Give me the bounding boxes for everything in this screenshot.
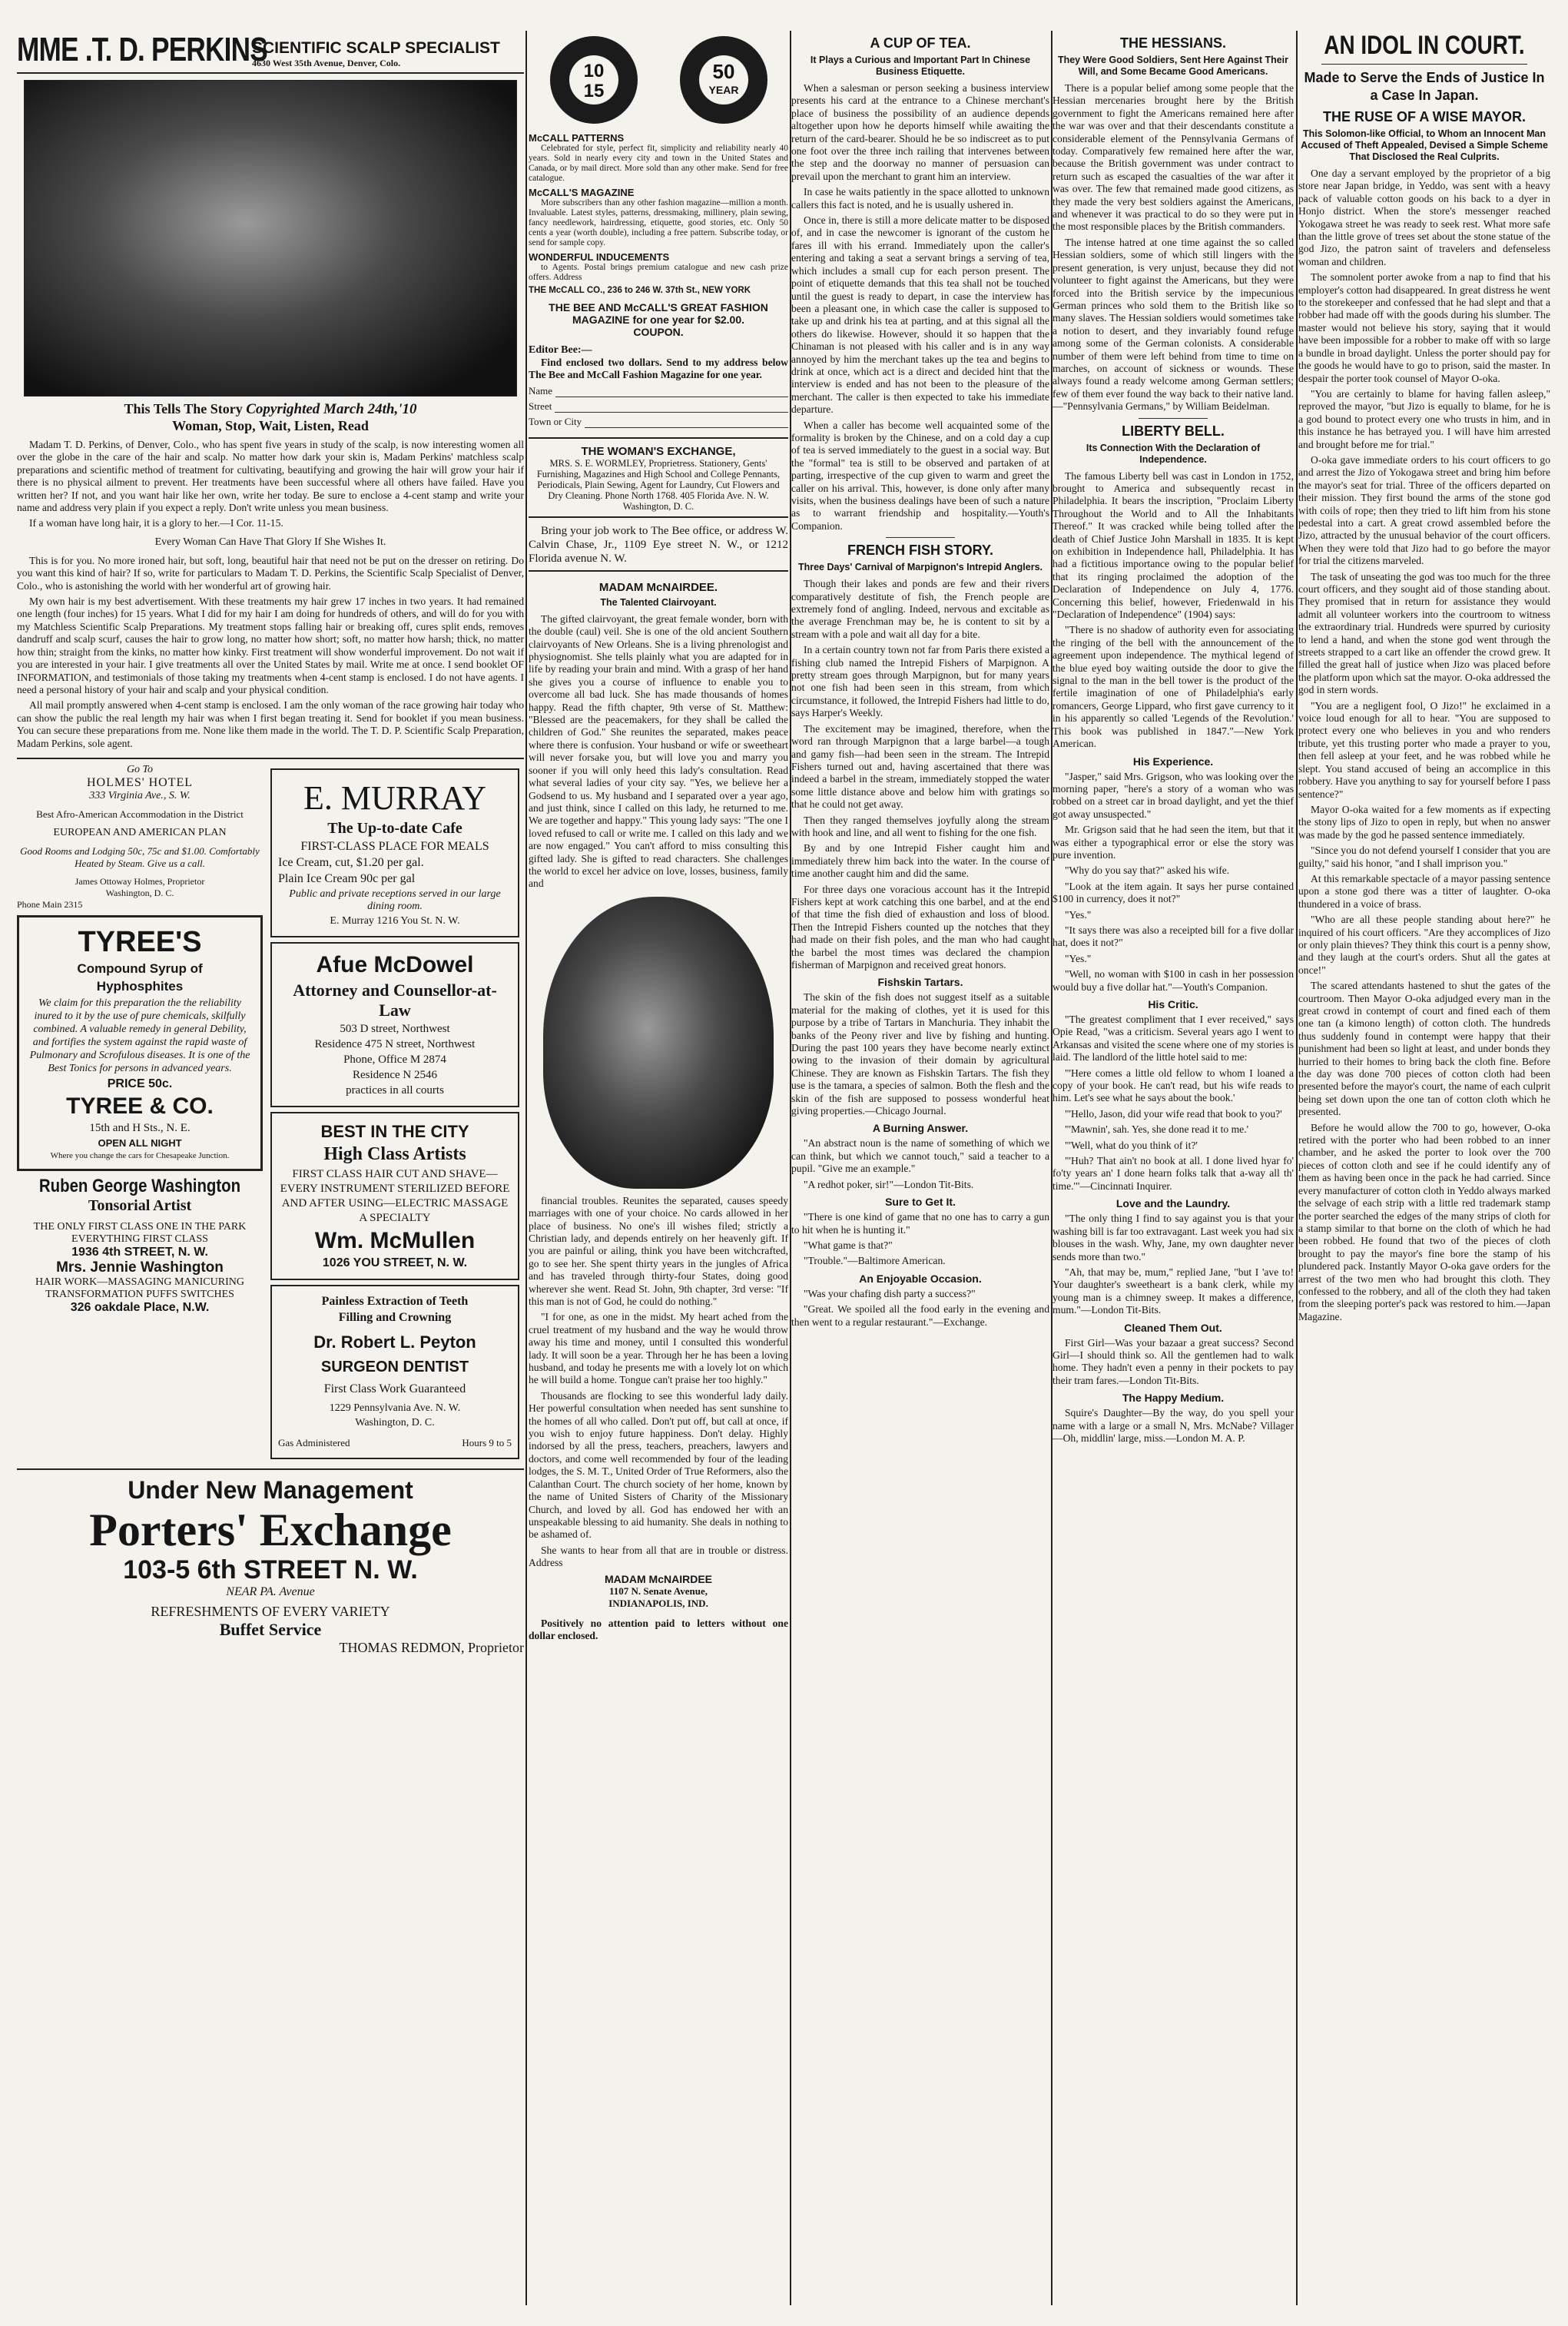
sure-paragraph: "Trouble."—Baltimore American. — [804, 1255, 946, 1267]
liberty-paragraph: The famous Liberty bell was cast in London in 1752, brought to America and subsequently recast in Philadelphia. It bears the inscription, "Proclaim Liberty Throughout the World and to All the Inhabitants Thereof." It was cracked while being tolled after the death of Chief Justice John Marshall in 1835. It is kept on exhibition in Independence hall, Philadelphia. It has had a fictitious importance owing to the popular belief that its ringing proclaimed the adoption of the Declaration of Independence on July 4, 1776. Concerning this belief, however, Friedenwald in his "Declaration of Independence" (1904) says: — [1053, 470, 1294, 621]
critic-title: His Critic. — [1148, 998, 1198, 1010]
peyton-gas: Gas Administered — [278, 1436, 350, 1448]
mcdowel-line: 503 D street, Northwest — [340, 1022, 450, 1035]
mcmullen-address: 1026 YOU STREET, N. W. — [322, 1256, 468, 1269]
mcmullen-ad — [270, 1112, 519, 1280]
mcmullen-best: BEST IN THE CITY — [320, 1121, 469, 1141]
peyton-hours: Hours 9 to 5 — [462, 1436, 512, 1448]
peyton-line: Filling and Crowning — [338, 1310, 452, 1324]
perkins-ad — [17, 31, 524, 750]
mcdowel-line: Residence 475 N street, Northwest — [314, 1037, 476, 1050]
tyree-body: We claim for this preparation the the reliability inured to it by the use of pure chemicals, skilfully combined. A valuable remedy in general Debility, and fortifies the system against the rapid waste of Pulmonary and Scrofulous diseases. It is one of the Best Tonics for persons in advanced years. — [29, 997, 250, 1074]
mccall-patterns-badge-icon — [548, 34, 640, 126]
svg-text:50: 50 — [712, 60, 734, 83]
idol-paragraph: The somnolent porter awoke from a nap to find that his employer's cotton had disappeared. In great distress he went to the storekeeper and confessed that he had slept and that a robber had made off with the goods during his slumber. The master would not believe his story, saying that it would have been impossible for a robber to make off with so large a bundle in broad daylight. Unless the porter should pay for the goods he would have to go to prison, said the master. In despair the porter took counsel of Mayor O-oka. — [1298, 271, 1550, 384]
burning-paragraph: "An abstract noun is the name of something of which we can think, but which we cannot touch," said a teacher to a pupil. "Give me an example." — [791, 1137, 1049, 1175]
critic-paragraph: "'Here comes a little old fellow to whom I loaned a copy of your book. He can't read, but his wife reads to him. Let's see what he says about the book.' — [1053, 1067, 1294, 1104]
ruben-mrs: Mrs. Jennie Washington — [56, 1259, 224, 1276]
fish-paragraph: Though their lakes and ponds are few and their rivers comparatively destitute of fish, the French people are extremely fond of angling. Indeed, nervous and excitable as the average Frenchman may be, he is content to sit by a stream with a pole and wait all day for a bite. — [791, 578, 1049, 640]
idol-paragraph: At this remarkable spectacle of a mayor passing sentence upon a stone god there was a titter of laughter. O-oka thundered in a voice of brass. — [1298, 872, 1550, 910]
enjoyable-title: An Enjoyable Occasion. — [859, 1272, 982, 1285]
column-rule — [525, 31, 527, 2305]
mccall-address: THE McCALL CO., 236 to 246 W. 37th St., NEW YORK — [529, 286, 751, 295]
mccall-patterns-heading: McCALL PATTERNS — [529, 132, 625, 144]
murray-name: E. MURRAY — [303, 778, 486, 817]
perkins-address: 4630 West 35th Avenue, Denver, Colo. — [252, 58, 401, 68]
peyton-line: Painless Extraction of Teeth — [321, 1294, 469, 1308]
peyton-title: SURGEON DENTIST — [320, 1358, 469, 1375]
perkins-paragraph: Madam T. D. Perkins, of Denver, Colo., who has spent five years in study of the scalp, is now interesting women all over the globe in the care of the hair and scalp. No matter how dark your skin is, Madam Perkins' matchless scalp preparations and scientific method of treatment for cultivating, beautifying and growing the hair will grow your hair if there is no physical ailment to prevent. Her treatments have been successful where all others have failed. Have you written her? If not, and you want hair like her own, write her today. Be sure to enclose a 4-cent stamp and write your name and address very plain if you expect a reply. Don't write unless you mean business. — [17, 439, 524, 514]
porters-near: NEAR PA. Avenue — [226, 1584, 315, 1598]
tyree-price: PRICE 50c. — [107, 1077, 173, 1090]
coupon-text: Find enclosed two dollars. Send to my address below The Bee and McCall Fashion Magazine for one year. — [529, 357, 788, 381]
mcnairdee-paragraph: She wants to hear from all that are in trouble or distress. Address — [529, 1544, 788, 1569]
idol-paragraph: Mayor O-oka waited for a few moments as if expecting the stony lips of Jizo to open in reply, but when no answer was made by the god he passed sentence immediately. — [1298, 803, 1550, 841]
experience-paragraph: "Look at the item again. It says her purse contained $100 in currency, does it not?" — [1053, 880, 1294, 905]
mcnairdee-paragraph: financial troubles. Reunites the separated, causes speedy marriages with one of your choice. No cards allowed in her place of business. No one's ill wishes filed; strictly a Christian lady, and depends entirely on her heavenly gift. If you are painful or ailing, think you have been witchcrafted, go to see her. She spent thirty years in the jungles of Africa and has traveled through thirty-four States, doing good wherever she went. Read St. John, 9th chapter, 3rd verse: "If this man is not of God, he could do nothing." — [529, 1194, 788, 1307]
mcnairdee-paragraph: The gifted clairvoyant, the great female wonder, born with the double (caul) veil. She is one of the old ancient Southern clairvoyants of New Orleans. She is a living phrenologist and physiognomist. She tells plainly what you are adapted for in life by reading your brain and mind. With a grasp of her hand she gives you a course of influence to enable you to overcome all bad luck. She has made thousands of homes happy. Read the fifth chapter, 9th verse of St. Matthew: "Blessed are the peacemakers, for they shall be called the children of God." She reunites the separated, makes peace where there is confusion. Your husband or wife or sweetheart will never forsake you, but will love you and marry you sooner if you will only heed this lady's consultation. Read what several ladies of your city say. "Yes, we believe her a Godsend to us. My husband and I separated over a year ago, and just think, since I called on this lady, he returned to me. We are together and happy." This young lady says: "The one I loved refused to call or write me. I called on this lady and we are now engaged." You can't afford to miss consulting this gifted lady. She is gifted to read characters. She challenges the world to excel her advice on love, losses, business, family and — [529, 612, 788, 890]
tyree-company: TYREE & CO. — [66, 1093, 214, 1119]
womans-exchange-ad — [529, 437, 788, 512]
mcnairdee-city: INDIANAPOLIS, IND. — [608, 1597, 708, 1609]
tea-sub: It Plays a Curious and Important Part In Chinese Business Etiquette. — [810, 55, 1031, 77]
coupon-town-field[interactable]: Town or City — [529, 416, 788, 428]
idol-sub-2: This Solomon-like Official, to Whom an Innocent Man Accused of Theft Appealed, Devised a Simple Scheme That Disclosed the Real Culprits. — [1301, 128, 1548, 162]
critic-paragraph: "'Mawnin', sah. Yes, she done read it to me.' — [1065, 1123, 1249, 1136]
tyree-ad — [17, 915, 263, 1171]
laundry-paragraph: "Ah, that may be, mum," replied Jane, "but I 'ave to! Your daughter's sweetheart is a bank clerk, while my young man is a chimney sweep. It makes a difference, mum."—London Tit-Bits. — [1053, 1266, 1294, 1316]
experience-paragraph: "Yes." — [1065, 908, 1092, 921]
hessians-title: THE HESSIANS. — [1119, 35, 1227, 51]
mcnairdee-sub: The Talented Clairvoyant. — [600, 596, 717, 608]
perkins-title: MME .T. D. PERKINS — [17, 31, 267, 68]
critic-paragraph: "'Huh? That ain't no book at all. I done lived hyar fo' fo'ty years an' I done hearn folks talk that a-way all th' time.'"—Cincinnati Inquirer. — [1053, 1155, 1294, 1192]
porters-refreshments: REFRESHMENTS OF EVERY VARIETY — [151, 1603, 390, 1619]
peyton-ad — [270, 1285, 519, 1459]
enjoyable-paragraph: "Great. We spoiled all the food early in the evening and then went to a regular restaurant."—Exchange. — [791, 1303, 1049, 1328]
fish-paragraph: The excitement may be imagined, therefore, when the word ran through Marpignon that a large barbel—a tough and gamy fish—had been seen in the stream. The Intrepid Fishers turned out and, having ascertained that there was indeed a barbel in the stream, immediately stopped the water some little distance above and below him with gratings so that he could not get away. — [791, 722, 1049, 811]
murray-ice-cream: Ice Cream, cut, $1.20 per gal. — [278, 855, 424, 869]
murray-sub: The Up-to-date Cafe — [327, 819, 462, 837]
cleaned-title: Cleaned Them Out. — [1124, 1321, 1222, 1334]
fish-sub: Three Days' Carnival of Marpignon's Intrepid Anglers. — [797, 562, 1043, 573]
column-3 — [791, 31, 1049, 2305]
mccall-ad — [529, 34, 788, 428]
perkins-quote: If a woman have long hair, it is a glory to her.—I Cor. 11-15. — [29, 517, 283, 529]
holmes-hotel-ad — [17, 764, 263, 911]
fish-paragraph: In a certain country town not far from Paris there existed a fishing club named the Intrepid Fishers of Marpignon. A pretty stream goes through Marpignon, but for many years not one fish had been seen in this stream, from which circumstance, it followed, the Intrepid Fishers had little to do, says Harper's Weekly. — [791, 644, 1049, 719]
idol-title: AN IDOL IN COURT. — [1324, 31, 1525, 60]
idol-paragraph: "You are certainly to blame for having fallen asleep," reproved the mayor, "but Jizo is equally to blame, for he is a god bound to protect every one who trusts in him, and in this instance he has betrayed you. I will have him arrested and brought before me for trial." — [1298, 387, 1550, 450]
ruben-line: THE ONLY FIRST CLASS ONE IN THE PARK — [33, 1220, 247, 1233]
mcdowel-line: Phone, Office M 2874 — [343, 1053, 446, 1066]
critic-paragraph: "The greatest compliment that I ever received," says Opie Read, "was a criticism. Several years ago I went to Arkansas and visited the scene where one of my stories is laid. The landlord of the little hotel said to me: — [1053, 1014, 1294, 1063]
experience-paragraph: "Jasper," said Mrs. Grigson, who was looking over the morning paper, "here's a story of a woman who was robbed on a street car in broad daylight, and yet the thief got away unsuspected." — [1053, 770, 1294, 820]
mcdowel-name: Afue McDowel — [316, 951, 474, 977]
ruben-ad — [17, 1176, 263, 1315]
tartars-title: Fishskin Tartars. — [877, 976, 963, 989]
experience-paragraph: "It says there was also a receipted bill for a five dollar hat, does it not?" — [1053, 924, 1294, 949]
mcmullen-body: FIRST CLASS HAIR CUT AND SHAVE—EVERY INSTRUMENT STERILIZED BEFORE AND AFTER USING—ELECTRIC MASSAGE A SPECIALTY — [280, 1167, 510, 1224]
holmes-city: Washington, D. C. — [105, 887, 174, 898]
peyton-name: Dr. Robert L. Peyton — [313, 1332, 476, 1352]
critic-paragraph: "'Hello, Jason, did your wife read that book to you?' — [1065, 1107, 1282, 1120]
murray-ad — [270, 768, 519, 937]
column-2 — [529, 31, 788, 2305]
liberty-title: LIBERTY BELL. — [1122, 423, 1225, 439]
idol-paragraph: One day a servant employed by the proprietor of a big store near Japan bridge, in Yeddo, was sent with a heavy pack of valuable cotton goods on his back to a dyer in Honjo district. When the store's messenger reached Yokogawa street he was ready to seek rest. What more safe than the little grove of trees set about the stone statue of the god Jizo, the patron saint of travelers and defenseless woman and children. — [1298, 168, 1550, 267]
murray-address: E. Murray 1216 You St. N. W. — [330, 914, 460, 927]
holmes-rooms: Good Rooms and Lodging 50c, 75c and $1.00. Comfortably Heated by Steam. Give us a call. — [20, 844, 260, 869]
tea-paragraph: Once in, there is still a more delicate matter to be disposed of, and in case the newcomer is ignorant of the custom he fares ill with his errand. Immediately upon the caller's entering and taking a seat a servant brings a serving of tea, which includes a small cup for each person present. The point of etiquette demands that this tea shall not be touched until the guest is ready to depart, in case the interview has been a pleasant one, in which case the caller is supposed to take up and drink his tea at parting, and at this signal all the others do likewise. However, should it so happen that the Chinaman is not pleased with his caller and is in any way annoyed by him the merchant takes up the tea and begins to drink at once, which act is a direct and decided hint that the interview is ended and has not been to the pleasure of the merchant. The caller is then expected to take his immediate departure. — [791, 214, 1049, 416]
ruben-address: 1936 4th STREET, N. W. — [71, 1245, 208, 1259]
perkins-paragraph: This is for you. No more ironed hair, but soft, long, beautiful hair that need not be put on the dresser on retiring. Do you want this kind of hair? If so, write for particulars to Madam T. D. Perkins, the Scientific Scalp Specialist of Denver, Colo., who is astonishing the world with her wonderful art of growing hair. — [17, 554, 524, 592]
mcdowel-line: practices in all courts — [346, 1083, 444, 1097]
porters-exchange-ad — [17, 1468, 524, 1656]
idol-paragraph: The scared attendants hastened to shut the gates of the courtroom. Then Mayor O-oka adjudged every man in the great crowd in contempt of court and fined each of them one tan (a kimono length) of cotton cloth. The hundreds thus suddenly found in contempt were happy that their punishment had been so light at least, and under bonds they hurried to their homes to bring back the cloth fine. Before the day was done 700 pieces of cotton cloth had been presented before the mayor's court, the name of each culprit being set down upon the one tan of cotton cloth which he presented. — [1298, 980, 1550, 1118]
perkins-portrait-image — [24, 80, 517, 397]
tartars-paragraph: The skin of the fish does not suggest itself as a suitable material for the making of clothes, yet it is used for this purpose by a tribe of Tartars in Manchuria. They inhabit the banks of the Peony river and live by fishing and hunting. During the past 100 years they have become nearly extinct owing to the invasion of their domain by agricultural Chinese. They are known as Fishskin Tartars. The fish they use is the tamara, a species of salmon. Both the flesh and the skin of the fish are supposed to possess wonderful heat giving properties.—Chicago Journal. — [791, 991, 1049, 1117]
ruben-name: Ruben George Washington — [38, 1175, 241, 1196]
porters-address: 103-5 6th STREET N. W. — [123, 1555, 418, 1584]
porters-proprietor: THOMAS REDMON, Proprietor — [339, 1639, 524, 1655]
burning-paragraph: "A redhot poker, sir!"—London Tit-Bits. — [804, 1178, 974, 1190]
fish-title: FRENCH FISH STORY. — [847, 543, 994, 559]
holmes-phone: Phone Main 2315 — [17, 898, 83, 910]
mcdowel-title: Attorney and Counsellor-at-Law — [293, 980, 497, 1020]
svg-text:15: 15 — [583, 81, 604, 101]
mcmullen-artists: High Class Artists — [323, 1143, 466, 1164]
tea-paragraph: When a salesman or person seeking a business interview presents his card at the entrance to a Chinese merchant's place of business the possibility of an audience depends altogether upon how he deports himself while awaiting the return of the card-bearer. Should he be so indiscreet as to put one foot over the three inch railing that intervenes between the step and the doorway no manner of persuasion can prevail upon the merchant to grant him an interview. — [791, 82, 1049, 182]
sure-paragraph: "What game is that?" — [804, 1239, 893, 1251]
coupon-name-field[interactable]: Name — [529, 385, 788, 397]
fish-paragraph: For three days one voracious account has it the Intrepid Fishers kept at work catching this one barbel, and at the end of that time the fish died of exhaustion and loss of blood. Then the Intrepid Fishers counted up the notches that they had made on their fish poles, and the man who had caught the barbel the most times was declared the champion fisherman of Marpignon and received great honors. — [791, 883, 1049, 971]
laundry-title: Love and the Laundry. — [1116, 1197, 1231, 1210]
idol-ruse: THE RUSE OF A WISE MAYOR. — [1322, 109, 1527, 124]
column-1 — [17, 31, 524, 2305]
coupon-street-field[interactable]: Street — [529, 400, 788, 413]
tyree-cars: Where you change the cars for Chesapeake Junction. — [50, 1150, 230, 1160]
coupon-heading: COUPON. — [633, 326, 684, 338]
holmes-best: Best Afro-American Accommodation in the District — [36, 808, 244, 820]
experience-paragraph: "Yes." — [1065, 952, 1092, 964]
coupon-editor: Editor Bee:— — [529, 344, 592, 356]
peyton-work: First Class Work Guaranteed — [323, 1382, 466, 1395]
svg-text:10: 10 — [583, 61, 604, 81]
tea-paragraph: In case he waits patiently in the space allotted to unknown callers this fact is noted, and he is usually ushered in. — [791, 186, 1049, 211]
tyree-address: 15th and H Sts., N. E. — [89, 1121, 191, 1134]
liberty-sub: Its Connection With the Declaration of Independence. — [1086, 442, 1261, 465]
column-rule — [1296, 31, 1298, 2305]
holmes-proprietor: James Ottoway Holmes, Proprietor — [75, 875, 205, 887]
perkins-specialist: SCIENTIFIC SCALP SPECIALIST — [252, 39, 500, 57]
mcnairdee-address: 1107 N. Senate Avenue, — [609, 1584, 708, 1597]
murray-plain-ice: Plain Ice Cream 90c per gal — [278, 871, 416, 885]
porters-management: Under New Management — [128, 1475, 413, 1504]
peyton-address: 1229 Pennsylvania Ave. N. W. — [329, 1402, 461, 1414]
murray-private: Public and private receptions served in our large dining room. — [289, 888, 501, 912]
mccall-inducements-heading: WONDERFUL INDUCEMENTS — [529, 251, 670, 263]
svg-text:YEAR: YEAR — [708, 84, 738, 96]
mcnairdee-title: MADAM McNAIRDEE. — [598, 580, 718, 594]
mcmullen-name: Wm. McMullen — [314, 1227, 476, 1253]
mcnairdee-paragraph: Thousands are flocking to see this wonderful lady daily. Her powerful consultation when needed has sent sunshine to the homes of all who called. Don't put off, but call at once, if you wish to enjoy future happiness. Don't delay. Highly indorsed by all the press, teachers, preachers, lawyers and doctors, and come well recommended by four of the leading lodges, the S. M. T., United Order of True Reformers, also the Calanthan Court. The church society of her home, known by the name of United Sisters of Charity of the Missionary Church, and loved by all. God has endowed her with an unspeakable blessing to aid humanity. She deals in nothing to be ashamed of. — [529, 1389, 788, 1541]
sure-paragraph: "There is one kind of game that no one has to carry a gun to hit when he is hunting it." — [791, 1211, 1049, 1236]
mccall-magazine-heading: McCALL'S MAGAZINE — [529, 187, 635, 198]
mcdowel-line: Residence N 2546 — [353, 1068, 437, 1081]
mcnairdee-ad — [529, 570, 788, 1643]
medium-title: The Happy Medium. — [1122, 1392, 1225, 1405]
idol-paragraph: The task of unseating the god was too much for the three court officers, and they sought aid of those standing about. They promised that in return for assistance they would admit all volunteer workers into the courtroom to witness the extraordinary trial. Hundreds were spurred by curiosity to lend a hand, and when the stone god went through the streets strapped to a cart like an offender the crowd grew. It filled the great hall of justice when Jizo was placed before the platform upon which sat the mayor. O-oka addressed the god in stern words. — [1298, 570, 1550, 696]
hessians-paragraph: There is a popular belief among some people that the Hessian mercenaries brought here by the British government to fight the Americans remained here after the war was over and that their descendants constitute a considerable element of the Pennsylvania Germans of today. Comparatively few remained here after the war, because the British government was under contract to return such as escaped the casualties of the war after it was over. The few that remained made good citizens, as they made the very best soldiers against the Americans, and whenever it was practical to do so they were put in the most responsible places by the British commanders. — [1053, 82, 1294, 233]
mcdowel-ad — [270, 942, 519, 1107]
tyree-sub-2: Hyphosphites — [96, 978, 184, 994]
tyree-open: OPEN ALL NIGHT — [98, 1136, 182, 1149]
fish-paragraph: By and by one Intrepid Fisher caught him and immediately threw him back into the water. In the course of time another caught him and did the same. — [791, 842, 1049, 880]
mccall-inducements-text: to Agents. Postal brings premium catalogue and new cash prize offers. Address — [529, 263, 788, 282]
holmes-address: 333 Virginia Ave., S. W. — [89, 789, 191, 801]
tyree-title: TYREE'S — [78, 925, 202, 958]
idol-paragraph: "Since you do not defend yourself I consider that you are guilty," said his honor, "and I shall imprison you." — [1298, 844, 1550, 869]
mcnairdee-signature: MADAM McNAIRDEE — [605, 1572, 712, 1585]
idol-sub: Made to Serve the Ends of Justice In a Case In Japan. — [1304, 70, 1545, 103]
experience-paragraph: "Why do you say that?" asked his wife. — [1065, 864, 1230, 877]
ruben-address-2: 326 oakdale Place, N.W. — [70, 1300, 210, 1314]
porters-name: Porters' Exchange — [89, 1504, 452, 1555]
ruben-line: TRANSFORMATION PUFFS SWITCHES — [45, 1288, 234, 1300]
perkins-caption: This Tells The Story — [124, 401, 243, 416]
liberty-paragraph: "There is no shadow of authority even for associating the ringing of the bell with the announcement of the agreement upon independence. The mythical legend of the blue eyed boy waiting outside the door to give the signal to the man in the bell tower is the product of the fertile imagination of one of Philadelphia's early romancers, George Lippard, who first gave currency to it in his apparently so called 'Legends of the Revolution.' This book was published in 1847."—New York American. — [1053, 624, 1294, 750]
mcnairdee-portrait-image — [543, 897, 774, 1189]
perkins-paragraph: My own hair is my best advertisement. With these treatments my hair grew 17 inches in two years. It had remained one length (four inches) for 15 years. What I did for my hair I am doing for hundreds of others, and will do for you with my Matchless Scientific Scalp Preparations. My treatment stops falling hair or breaking off, cures split ends, removes dandruff and scalp scurf, causes the hair to grow long, no matter how short; soft, no matter how harsh; thick, no matter how thin; straight from the kinks, no matter how kinky. First treatment will show wonderful improvement. Do not wait if you are interested in your hair. I give treatments all over the United States by mail. Write me at once. I send booklet OF INFORMATION, and testimonials of those taking my treatments when 4-cent stamp is enclosed. I do not have agents. I need a personal history of your hair and scalp and your physical condition. — [17, 596, 524, 695]
laundry-paragraph: "The only thing I find to say against you is that your washing bill is far too extravagant. Last week you had six blouses in the wash. Why, Jane, my own daughter never sends more than two." — [1053, 1213, 1294, 1263]
hessians-sub: They Were Good Soldiers, Sent Here Against Their Will, and Some Became Good Americans. — [1057, 55, 1289, 77]
experience-paragraph: "Well, no woman with $100 in cash in her possession would buy a five dollar hat."—Youth's Companion. — [1053, 968, 1294, 993]
holmes-plan: EUROPEAN AND AMERICAN PLAN — [53, 826, 227, 838]
separator — [1139, 418, 1208, 419]
critic-paragraph: "'Well, what do you think of it?' — [1065, 1139, 1198, 1151]
mcnairdee-paragraph: "I for one, as one in the midst. My heart ached from the cruel treatment of my husband and the way he would throw away his time and money, until I consulted this wonderful lady. It will soon be a year. Through her he has been a loving husband, and today he presents me with a lovely lot on which he will build a home. Tongue can't praise her too highly." — [529, 1311, 788, 1386]
perkins-every-woman: Every Woman Can Have That Glory If She Wishes It. — [154, 536, 386, 548]
column-5 — [1298, 31, 1550, 2305]
murray-place: FIRST-CLASS PLACE FOR MEALS — [300, 839, 489, 853]
job-work-notice: Bring your job work to The Bee office, or address W. Calvin Chase, Jr., 1109 Eye street N. W., or 1212 Florida avenue N. W. — [529, 524, 788, 565]
ruben-line: EVERYTHING FIRST CLASS — [71, 1233, 208, 1245]
idol-paragraph: Before he would allow the 700 to go, however, O-oka retired with the porter who had been robbed to an inner chamber, and he asked the porter to look over the 700 pieces of cotton cloth and see if he could identify any of them as having been once in the pack he had carried. Since every manufacturer of cotton cloth in Yeddo always marked the selvage of each strip with a little red trademark stamp the porter searched the edges of the many strips of cloth for a stamp similar to that borne on the cloth of which he had been robbed. He found that two of the pieces of cloth brought to pay the mayor's fine bore the stamp of his plundered pack. Instantly Mayor O-oka gave orders for the arrest of the two men who had brought this cloth. They confessed to the robbery, and all of the cloth they had taken from the sleeping porter's pack was restored to him.—Japan Magazine. — [1298, 1121, 1550, 1322]
tyree-sub: Compound Syrup of — [77, 961, 203, 976]
mccall-magazine-badge-icon — [678, 34, 770, 126]
ruben-line: HAIR WORK—MASSAGING MANICURING — [35, 1276, 244, 1288]
perkins-paragraph: All mail promptly answered when 4-cent stamp is enclosed. I am the only woman of the race growing hair today who can show the public the real length my hair was when I first began treating it. Send for booklet if you mean business. You can secure these preparations from me. None like them made in the world. The T. D. P. Scientific Scalp Preparation, Madam Perkins, sole agent. — [17, 699, 524, 749]
mccall-patterns-text: Celebrated for style, perfect fit, simplicity and reliability nearly 40 years. Sold in nearly every city and town in the United States and Canada, or by mail direct. More sold than any other make. Send for free catalogue. — [529, 144, 788, 183]
fish-paragraph: Then they ranged themselves joyfully along the stream with hook and line, and all went to fishing for the one fish. — [791, 814, 1049, 838]
mcnairdee-notice: Positively no attention paid to letters without one dollar enclosed. — [529, 1617, 788, 1641]
cleaned-paragraph: First Girl—Was your bazaar a great success? Second Girl—I should think so. All the gentlemen had to walk home. They hadn't even a penny in their pockets to pay their tram fares.—London Tit-Bits. — [1053, 1336, 1294, 1386]
enjoyable-paragraph: "Was your chafing dish party a success?" — [804, 1287, 976, 1299]
separator — [886, 537, 955, 538]
holmes-goto: Go To — [126, 763, 154, 775]
idol-paragraph: "You are a negligent fool, O Jizo!" he exclaimed in a voice loud enough for all to hear. "You are supposed to protect every one who believes in you and who renders tribute, yet this trusting porter who made a prayer to you, then fell asleep at your feet, and he was robbed while he slept. You stand accused of being an accomplice in this robbery. Have you anything to say for yourself before I pass sentence?" — [1298, 699, 1550, 800]
bee-mccall-offer: THE BEE AND McCALL'S GREAT FASHION MAGAZINE for one year for $2.00. — [549, 301, 768, 326]
burning-title: A Burning Answer. — [872, 1122, 969, 1135]
idol-paragraph: O-oka gave immediate orders to his court officers to go and arrest the Jizo of Yokogawa street and bring him before the mayor's seat for trial. Three of the officers departed on their mission. They first bound the arms of the stone god with coils of rope; then they tried to lift him from his stone pedestal into a cart. A great crowd assembled before the Jizo, attracted by the unusual behavior of the court officers. When they were told that Jizo had to go before the mayor for trial the citizens marveled. — [1298, 453, 1550, 567]
hessians-paragraph: The intense hatred at one time against the so called Hessian soldiers, some of which still lingers with the present generation, is very unjust, because they did not volunteer to fight against the Americans, but they were forced into the British service by the impecunious German princes who sold them to the British like so many slaves. The Hessian soldiers would sometimes take a notion to desert, and they invariably found refuge among some of the German colonists. A considerable number of them were left behind from time to time on marches, on account of sickness or wounds. These always found a ready welcome among German settlers; few of them ever found the way back to their native land.—"Pennsylvania Germans," by William Beidelman. — [1053, 236, 1294, 413]
womans-exchange-body: MRS. S. E. WORMLEY, Proprietress. Stationery, Gents' Furnishing, Magazines and High School and College Pennants, Periodicals, Plain Sewing, Agent for Laundry, Cut Flowers and Dry Cleaning. Phone North 1768. 405 Florida Ave. N. W. Washington, D. C. — [536, 457, 781, 512]
sure-title: Sure to Get It. — [885, 1196, 956, 1209]
tea-title: A CUP OF TEA. — [870, 35, 971, 51]
perkins-caption-2: Woman, Stop, Wait, Listen, Read — [172, 418, 369, 433]
idol-paragraph: "Who are all these people standing about here?" he inquired of his court officers. "Are they accomplices of Jizo or only plain thieves? They think this court is a penny show, and they laugh at the court's orders. Shut all the gates at once!" — [1298, 914, 1550, 976]
experience-paragraph: Mr. Grigson said that he had seen the item, but that it was either a typographical error or else the story was pure invention. — [1053, 824, 1294, 861]
peyton-city: Washington, D. C. — [355, 1416, 435, 1428]
experience-title: His Experience. — [1132, 755, 1214, 768]
medium-paragraph: Squire's Daughter—By the way, do you spell your name with a large or a small N, Mrs. McNabe? Villager—Oh, middlin' large, miss.—London M. A. P. — [1053, 1407, 1294, 1444]
column-4 — [1053, 31, 1294, 2305]
mccall-magazine-text: More subscribers than any other fashion magazine—million a month. Invaluable. Latest styles, patterns, dressmaking, millinery, plain sewing, fancy needlework, hairdressing, etiquette, good stories, etc. Only 50 cents a year (worth double), including a free pattern. Subscribe today, or send for sample copy. — [529, 198, 788, 247]
holmes-name: HOLMES' HOTEL — [86, 775, 194, 789]
perkins-copyright: Copyrighted March 24th,'10 — [246, 401, 417, 417]
ruben-artist: Tonsorial Artist — [88, 1196, 192, 1214]
porters-buffet: Buffet Service — [219, 1619, 322, 1639]
tea-paragraph: When a caller has become well acquainted some of the formality is broken by the Chinese, and on a cold day a cup of tea is served immediately to the guest in a social way. But the "formal" tea is still to be observed and partaken of at parting, irrespective of the cup given to warm and greet the caller on his arrival. This, however, is done only after many visits, when the business dealings have been of such a nature as to warrant friendship and hospitality.—Youth's Companion. — [791, 419, 1049, 532]
womans-exchange-title: THE WOMAN'S EXCHANGE, — [581, 444, 736, 458]
